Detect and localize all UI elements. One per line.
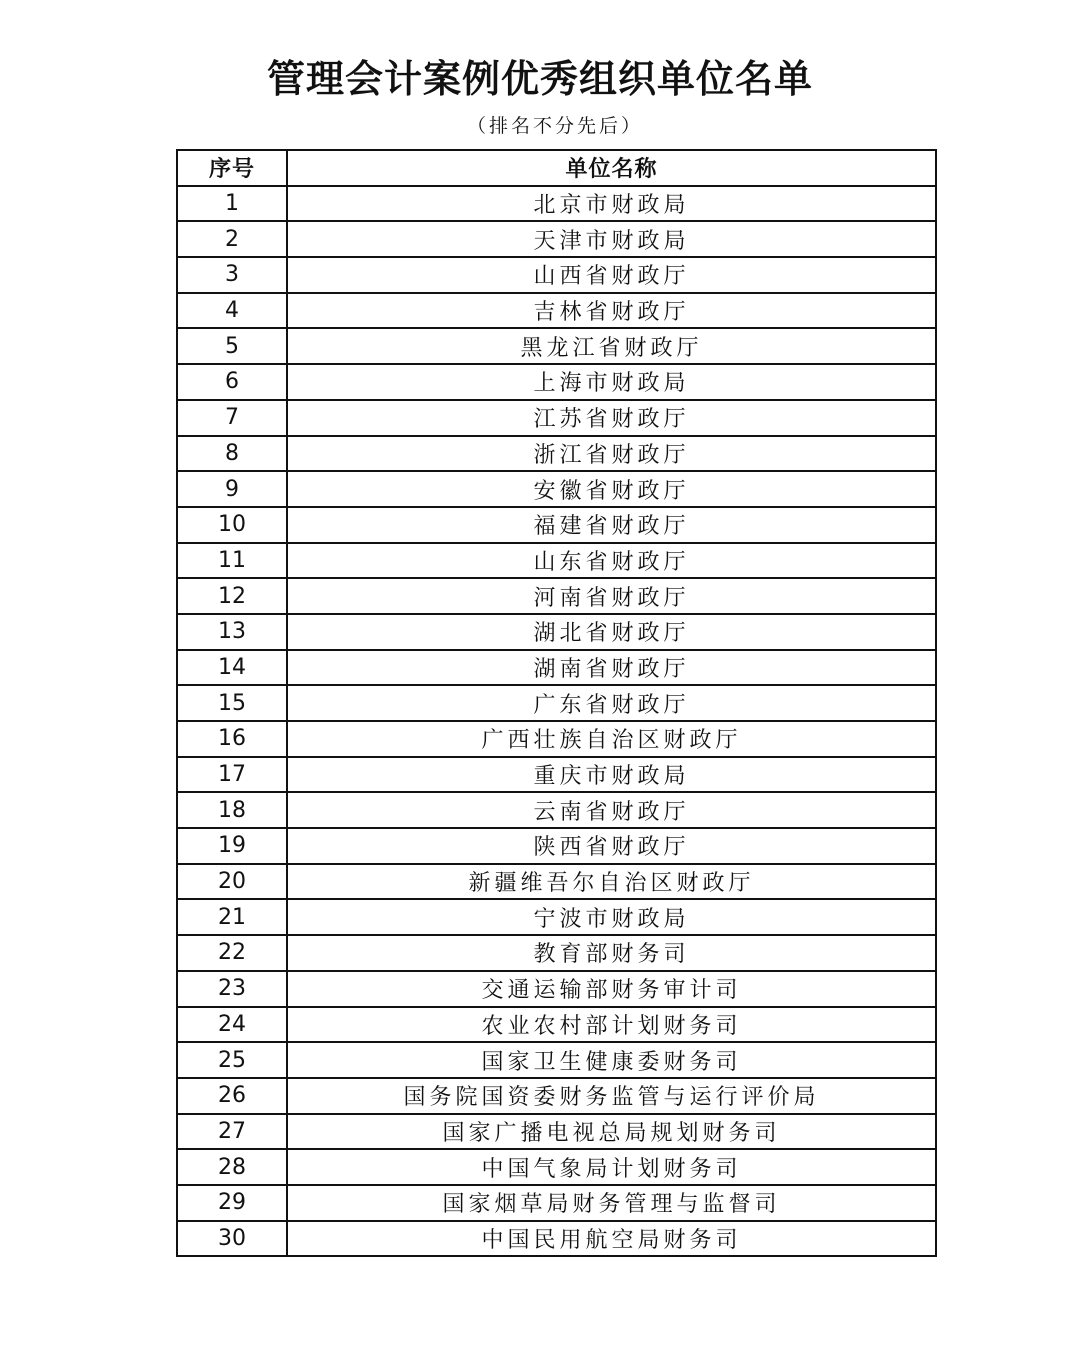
unit-name: 交通运输部财务审计司: [287, 971, 936, 1007]
row-number: 30: [177, 1221, 287, 1257]
row-number: 12: [177, 578, 287, 614]
table-row: [177, 614, 936, 650]
row-number: 14: [177, 650, 287, 686]
unit-name: 吉林省财政厅: [287, 293, 936, 329]
table-row: [177, 543, 936, 579]
row-number: 7: [177, 400, 287, 436]
unit-name: 重庆市财政局: [287, 757, 936, 793]
unit-name: 中国气象局计划财务司: [287, 1149, 936, 1185]
table-row: [177, 1007, 936, 1043]
unit-name: 广东省财政厅: [287, 685, 936, 721]
table-row: [177, 1185, 936, 1221]
table-row: [177, 721, 936, 757]
unit-name: 宁波市财政局: [287, 899, 936, 935]
table-row: [177, 578, 936, 614]
row-number: 21: [177, 899, 287, 935]
table-row: [177, 828, 936, 864]
unit-name: 国家烟草局财务管理与监督司: [287, 1185, 936, 1221]
table-row: [177, 1078, 936, 1114]
table-row: [177, 1042, 936, 1078]
header-unit-name: 单位名称: [287, 150, 936, 186]
row-number: 2: [177, 221, 287, 257]
unit-name: 北京市财政局: [287, 186, 936, 222]
row-number: 9: [177, 471, 287, 507]
unit-name: 浙江省财政厅: [287, 436, 936, 472]
table-row: [177, 328, 936, 364]
table-row: [177, 364, 936, 400]
row-number: 17: [177, 757, 287, 793]
row-number: 28: [177, 1149, 287, 1185]
unit-name: 福建省财政厅: [287, 507, 936, 543]
unit-name: 黑龙江省财政厅: [287, 328, 936, 364]
row-number: 24: [177, 1007, 287, 1043]
unit-name: 山西省财政厅: [287, 257, 936, 293]
row-number: 27: [177, 1114, 287, 1150]
table-row: [177, 293, 936, 329]
table-row: [177, 400, 936, 436]
row-number: 13: [177, 614, 287, 650]
row-number: 22: [177, 935, 287, 971]
unit-name: 新疆维吾尔自治区财政厅: [287, 864, 936, 900]
table-row: [177, 1149, 936, 1185]
table-body: [177, 186, 936, 1257]
unit-name: 河南省财政厅: [287, 578, 936, 614]
unit-name: 安徽省财政厅: [287, 471, 936, 507]
row-number: 16: [177, 721, 287, 757]
table-row: [177, 899, 936, 935]
row-number: 26: [177, 1078, 287, 1114]
unit-name: 国家广播电视总局规划财务司: [287, 1114, 936, 1150]
header-number: 序号: [177, 150, 287, 186]
unit-name: 上海市财政局: [287, 364, 936, 400]
row-number: 8: [177, 436, 287, 472]
unit-name: 国家卫生健康委财务司: [287, 1042, 936, 1078]
unit-name: 天津市财政局: [287, 221, 936, 257]
unit-name: 陕西省财政厅: [287, 828, 936, 864]
row-number: 4: [177, 293, 287, 329]
row-number: 25: [177, 1042, 287, 1078]
unit-list-table: [176, 149, 937, 1257]
row-number: 5: [177, 328, 287, 364]
table-row: [177, 186, 936, 222]
row-number: 19: [177, 828, 287, 864]
row-number: 10: [177, 507, 287, 543]
table-header-row: [177, 150, 936, 186]
row-number: 29: [177, 1185, 287, 1221]
page-subtitle: （排名不分先后）: [466, 115, 643, 137]
table-row: [177, 685, 936, 721]
table-row: [177, 471, 936, 507]
unit-name: 云南省财政厅: [287, 792, 936, 828]
table-row: [177, 1114, 936, 1150]
table-row: [177, 971, 936, 1007]
unit-name: 湖北省财政厅: [287, 614, 936, 650]
table-row: [177, 257, 936, 293]
page-title: 管理会计案例优秀组织单位名单: [266, 56, 813, 101]
row-number: 23: [177, 971, 287, 1007]
table-row: [177, 792, 936, 828]
row-number: 18: [177, 792, 287, 828]
table-row: [177, 507, 936, 543]
unit-name: 江苏省财政厅: [287, 400, 936, 436]
unit-name: 湖南省财政厅: [287, 650, 936, 686]
row-number: 11: [177, 543, 287, 579]
table-row: [177, 436, 936, 472]
table-row: [177, 1221, 936, 1257]
row-number: 15: [177, 685, 287, 721]
table-row: [177, 650, 936, 686]
unit-name: 农业农村部计划财务司: [287, 1007, 936, 1043]
row-number: 20: [177, 864, 287, 900]
unit-name: 山东省财政厅: [287, 543, 936, 579]
table-row: [177, 221, 936, 257]
unit-name: 中国民用航空局财务司: [287, 1221, 936, 1257]
unit-name: 国务院国资委财务监管与运行评价局: [287, 1078, 936, 1114]
unit-name: 广西壮族自治区财政厅: [287, 721, 936, 757]
unit-name: 教育部财务司: [287, 935, 936, 971]
row-number: 6: [177, 364, 287, 400]
row-number: 1: [177, 186, 287, 222]
row-number: 3: [177, 257, 287, 293]
table-row: [177, 864, 936, 900]
table-row: [177, 757, 936, 793]
table-row: [177, 935, 936, 971]
